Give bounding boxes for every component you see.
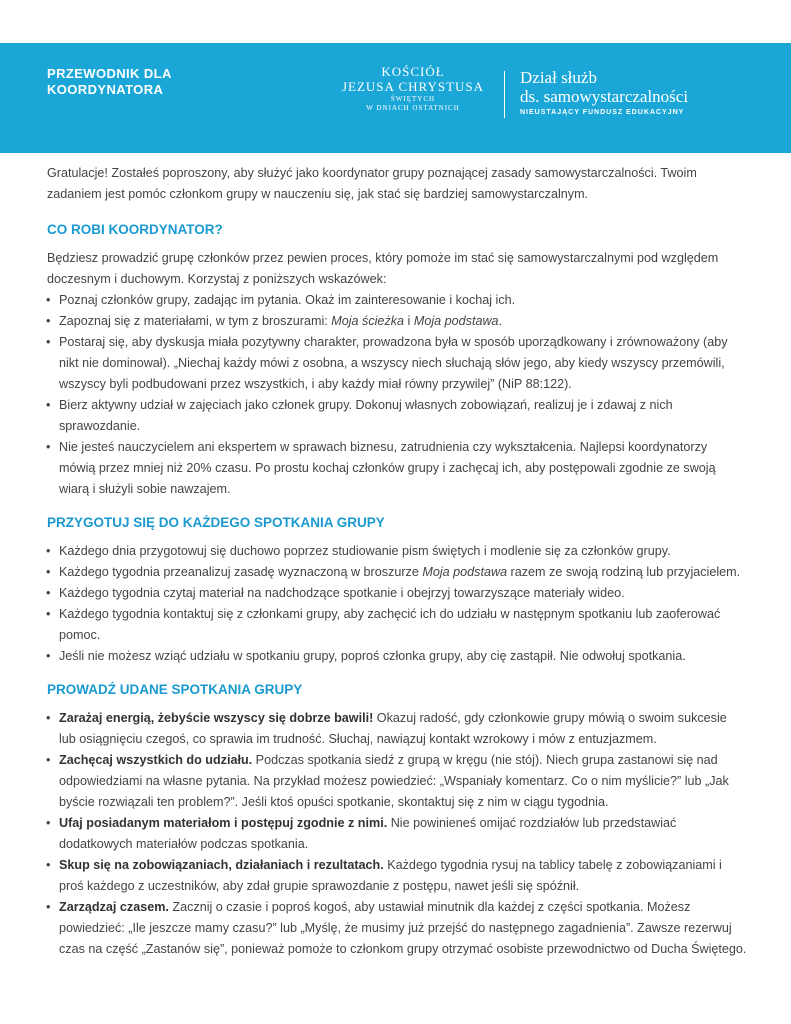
header-banner [0, 43, 791, 153]
list-item [47, 562, 747, 583]
list-item-text: Każdego tygodnia przeanalizuj zasadę wyznaczoną w broszurze [59, 565, 423, 579]
list-item-text: Zapoznaj się z materiałami, w tym z broszurami: [59, 314, 332, 328]
department-subtitle: NIEUSTAJĄCY FUNDUSZ EDUKACYJNY [520, 109, 685, 116]
list-item [47, 855, 747, 897]
list-item [47, 813, 747, 855]
section1-lead: Będziesz prowadzić grupę członków przez pewien proces, który pomoże im stać się samowystarczalnymi pod względem doczesnym i duchowym. Korzystaj z poniższych wskazówek: [47, 251, 719, 286]
list-item-text: Każdego tygodnia rysuj na tablicy tabelę z zobowiązaniami i proś każdego z uczestników, aby zdał grupie sprawozdanie z postępu, nawet jeśli się spóźnił. [59, 858, 722, 893]
list-item-text: Nie powinieneś omijać rozdziałów lub przedstawiać dodatkowych materiałów podczas spotkania. [59, 816, 677, 851]
church-logo-line1: KOŚCIÓŁ [381, 64, 445, 79]
church-logo-line3: ŚWIĘTYCH [390, 95, 436, 103]
list-item-text: razem ze swoją rodziną lub przyjacielem. [507, 565, 741, 579]
guide-title-line2: KOORDYNATORA [47, 82, 164, 97]
booklet-title: Moja podstawa [413, 314, 499, 328]
section3-list [47, 708, 747, 960]
guide-title-line1: PRZEWODNIK DLA [47, 66, 172, 81]
department-line2: ds. samowystarczalności [520, 87, 689, 106]
list-item [47, 311, 747, 332]
church-logo-line2: JEZUSA CHRYSTUSA [341, 79, 485, 94]
list-item: • Każdego dnia przygotowuj się duchowo poprzez studiowanie pism świętych i modlenie się za członków grupy. [47, 541, 747, 562]
section1-list [47, 290, 747, 500]
document-body [47, 163, 747, 960]
list-item: • Bierz aktywny udział w zajęciach jako członek grupy. Dokonuj własnych zobowiązań, realizuj je i zdawaj z nich sprawozdanie. [47, 395, 747, 437]
header-divider [504, 71, 505, 118]
booklet-title: Moja ścieżka [331, 314, 405, 328]
list-item: • Postaraj się, aby dyskusja miała pozytywny charakter, prowadzona była w sposób uporządkowany i zrównoważony (aby nikt nie dominował). „Niechaj każdy mówi z osobna, a wszyscy niech słuchają słów jego, aby kiedy wszyscy przemówili, wszyscy byli podbudowani przez wszystkich, i aby każdy miał równy przywilej” (NiP 88:122). [47, 332, 747, 395]
guide-title [47, 66, 172, 98]
list-item-bold: Zarażaj energią, żebyście wszyscy się dobrze bawili! [59, 711, 374, 725]
list-item-text: Okazuj radość, gdy członkowie grupy mówią o swoim sukcesie lub osiągnięciu czegoś, co sprawia im trudność. Słuchaj, nawiązuj kontakt wzrokowy i mów z entuzjazmem. [59, 711, 727, 746]
section-heading-coordinator: CO ROBI KOORDYNATOR? [47, 222, 223, 237]
intro-paragraph: Gratulacje! Zostałeś poproszony, aby służyć jako koordynator grupy poznającej zasady samowystarczalności. Twoim zadaniem jest pomóc członkom grupy w nauczeniu się, jak stać się bardziej samowystarczalnym. [47, 166, 697, 201]
department-line1: Dział służb [520, 68, 597, 87]
department-title [520, 68, 688, 116]
list-item: • Jeśli nie możesz wziąć udziału w spotkaniu grupy, poproś członka grupy, aby cię zastąpił. Nie odwołuj spotkania. [47, 646, 747, 667]
list-item-text: Zacznij o czasie i poproś kogoś, aby ustawiał minutnik dla każdej z części spotkania. Możesz powiedzieć: „Ile jeszcze mamy czasu?” lub „Myślę, że musimy już przejść do następnego zagadnienia”. Zawsze rezerwuj czas na część „Zastanów się”, ponieważ pomoże to członkom grupy otrzymać osobiste przewodnictwo od Ducha Świętego. [59, 900, 747, 956]
list-item-bold: Zarządzaj czasem. [59, 900, 169, 914]
section-heading-prepare: PRZYGOTUJ SIĘ DO KAŻDEGO SPOTKANIA GRUPY [47, 515, 385, 530]
booklet-title: Moja podstawa [422, 565, 508, 579]
list-item-bold: Skup się na zobowiązaniach, działaniach i rezultatach. [59, 858, 384, 872]
section-heading-meetings: PROWADŹ UDANE SPOTKANIA GRUPY [47, 682, 303, 697]
church-logo [330, 65, 496, 112]
list-item [47, 897, 747, 960]
list-item-text: i [404, 314, 414, 328]
list-item-text: Podczas spotkania siedź z grupą w kręgu (nie stój). Niech grupa zastanowi się nad odpowiedziami na własne pytania. Na przykład możesz powiedzieć: „Wspaniały komentarz. Co o nim myślicie?” lub „Jak byście rozwiązali ten problem?”. Jeśli ktoś opuści spotkanie, skontaktuj się z nim w ciągu tygodnia. [59, 753, 729, 809]
list-item: • Każdego tygodnia kontaktuj się z członkami grupy, aby zachęcić ich do udziału w następnym spotkaniu lub zaoferować pomoc. [47, 604, 747, 646]
section2-list [47, 541, 747, 667]
list-item: • Poznaj członków grupy, zadając im pytania. Okaż im zainteresowanie i kochaj ich. [47, 290, 747, 311]
list-item [47, 708, 747, 750]
list-item-bold: Ufaj posiadanym materiałom i postępuj zgodnie z nimi. [59, 816, 388, 830]
list-item [47, 750, 747, 813]
list-item: • Każdego tygodnia czytaj materiał na nadchodzące spotkanie i obejrzyj towarzyszące materiały wideo. [47, 583, 747, 604]
list-item: • Nie jesteś nauczycielem ani ekspertem w sprawach biznesu, zatrudnienia czy wykształcenia. Najlepsi koordynatorzy mówią przez mniej niż 20% czasu. Po prostu kochaj członków grupy i zachęcaj ich, aby postępowali zgodnie ze swoją wiarą i służyli sobie nawzajem. [47, 437, 747, 500]
list-item-bold: Zachęcaj wszystkich do udziału. [59, 753, 253, 767]
church-logo-line4: W DNIACH OSTATNICH [366, 104, 460, 112]
list-item-text: . [498, 314, 503, 328]
